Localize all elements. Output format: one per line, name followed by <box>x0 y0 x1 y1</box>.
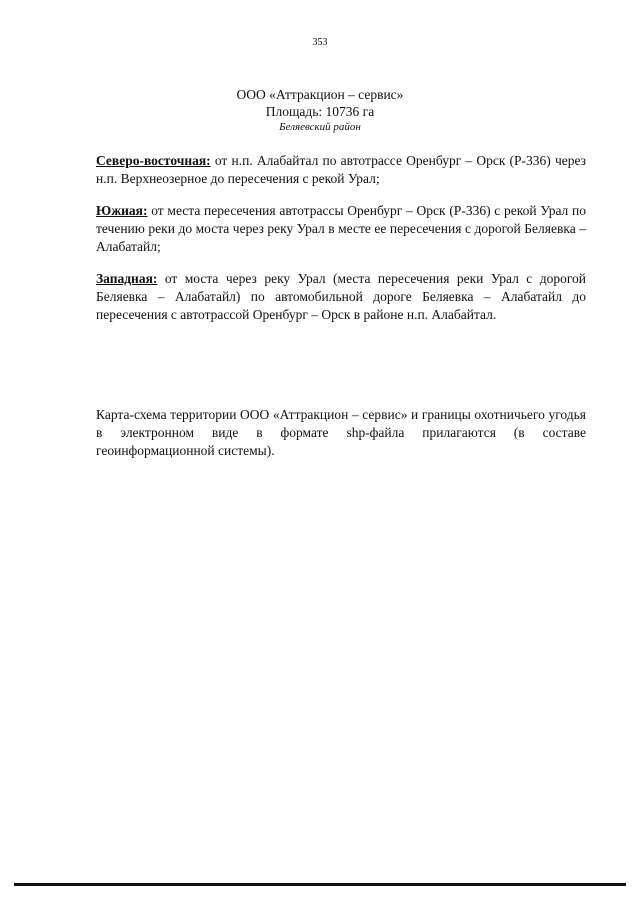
document-header <box>0 86 640 135</box>
boundary-label: Южиая: <box>96 203 148 218</box>
boundary-north-east <box>96 152 586 188</box>
boundary-text: от моста через реку Урал (места пересечения реки Урал с дорогой Беляевка – Алабатайл) по автомобильной дороге Беляевка – Алабатайл до пересечения с автотрассой Оренбург – Орск в районе н.п. Алабайтал. <box>96 271 586 322</box>
organization-title: ООО «Аттракцион – сервис» <box>236 87 404 102</box>
map-note-paragraph: Карта-схема территории ООО «Аттракцион – сервис» и границы охотничьего угодья в электронном виде в формате shp-файла прилагаются (в составе геоинформационной системы). <box>96 407 586 458</box>
page-number: 353 <box>312 37 328 48</box>
boundary-west <box>96 270 586 324</box>
boundary-text: от н.п. Алабайтал по автотрассе Оренбург – Орск (Р-336) через н.п. Верхнеозерное до пересечения с рекой Урал; <box>96 153 586 186</box>
boundary-label: Западная: <box>96 271 158 286</box>
boundary-label: Северо-восточная: <box>96 153 211 168</box>
bottom-divider <box>14 883 626 886</box>
boundary-text: от места пересечения автотрассы Оренбург – Орск (Р-336) с рекой Урал по течению реки до моста через реку Урал в месте ее пересечения с дорогой Беляевка – Алабатайл; <box>96 203 586 254</box>
boundary-south <box>96 202 586 256</box>
area-line: Площадь: 10736 га <box>265 104 375 119</box>
district-name: Беляевский район <box>279 121 361 133</box>
